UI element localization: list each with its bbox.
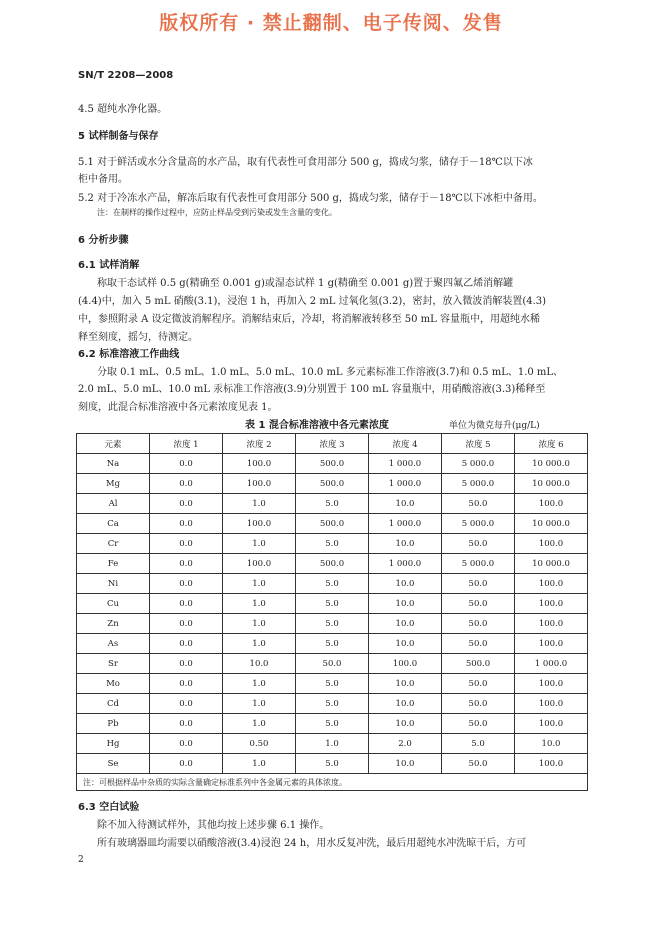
watermark-banner: 版权所有 · 禁止翻制、电子传阅、发售	[159, 12, 503, 34]
element-cell: Cd	[77, 694, 150, 714]
concentration-cell: 5 000.0	[442, 474, 515, 494]
concentration-cell: 100.0	[223, 554, 296, 574]
element-cell: Ni	[77, 574, 150, 594]
concentration-cell: 100.0	[515, 614, 588, 634]
concentration-cell: 1.0	[223, 754, 296, 774]
element-cell: Sr	[77, 654, 150, 674]
concentration-cell: 1.0	[223, 674, 296, 694]
table-row	[77, 574, 588, 594]
concentration-cell: 100.0	[515, 494, 588, 514]
concentration-cell: 0.0	[150, 534, 223, 554]
concentration-cell: 0.0	[150, 614, 223, 634]
concentration-cell: 10.0	[369, 534, 442, 554]
page-number: 2	[78, 855, 84, 865]
table-row	[77, 534, 588, 554]
element-cell: Al	[77, 494, 150, 514]
concentration-cell: 50.0	[442, 594, 515, 614]
concentration-cell: 5.0	[296, 674, 369, 694]
table-row	[77, 694, 588, 714]
concentration-table	[76, 433, 588, 791]
concentration-cell: 5.0	[296, 494, 369, 514]
concentration-cell: 100.0	[515, 754, 588, 774]
table-row	[77, 674, 588, 694]
concentration-cell: 5.0	[296, 614, 369, 634]
element-cell: Se	[77, 754, 150, 774]
concentration-cell: 1.0	[223, 634, 296, 654]
table-row	[77, 494, 588, 514]
section-5-heading: 5 试样制备与保存	[78, 131, 159, 142]
concentration-cell: 100.0	[515, 534, 588, 554]
concentration-cell: 2.0	[369, 734, 442, 754]
concentration-cell: 5.0	[296, 694, 369, 714]
table-unit: 单位为微克每升(μg/L)	[449, 421, 540, 431]
standard-number: SN/T 2208—2008	[78, 70, 174, 81]
clause-5-1: 5.1 对于鲜活或水分含量高的水产品，取有代表性可食用部分 500 g，捣成匀浆，储存于－18℃以下冰	[78, 157, 533, 168]
concentration-cell: 1 000.0	[515, 654, 588, 674]
concentration-cell: 0.0	[150, 454, 223, 474]
element-cell: Ca	[77, 514, 150, 534]
concentration-cell: 10.0	[369, 614, 442, 634]
element-cell: Fe	[77, 554, 150, 574]
table-row	[77, 734, 588, 754]
concentration-cell: 5.0	[296, 714, 369, 734]
table-header-cell: 浓度 3	[296, 434, 369, 454]
concentration-cell: 100.0	[223, 474, 296, 494]
section-6-1-heading: 6.1 试样消解	[78, 260, 140, 271]
element-cell: Hg	[77, 734, 150, 754]
table-caption: 表 1 混合标准溶液中各元素浓度	[245, 420, 389, 431]
table-header-row	[77, 434, 588, 454]
section-6-3-heading: 6.3 空白试验	[78, 802, 140, 813]
concentration-cell: 5.0	[296, 534, 369, 554]
concentration-cell: 1 000.0	[369, 554, 442, 574]
table-header-cell: 元素	[77, 434, 150, 454]
concentration-cell: 0.50	[223, 734, 296, 754]
concentration-cell: 100.0	[515, 574, 588, 594]
element-cell: Cr	[77, 534, 150, 554]
concentration-cell: 0.0	[150, 674, 223, 694]
concentration-cell: 100.0	[223, 454, 296, 474]
concentration-cell: 100.0	[515, 594, 588, 614]
concentration-cell: 5.0	[442, 734, 515, 754]
concentration-cell: 50.0	[442, 674, 515, 694]
concentration-cell: 1 000.0	[369, 474, 442, 494]
concentration-cell: 10.0	[515, 734, 588, 754]
table-header-cell: 浓度 2	[223, 434, 296, 454]
table-row	[77, 754, 588, 774]
concentration-cell: 1.0	[223, 494, 296, 514]
concentration-cell: 5.0	[296, 594, 369, 614]
table-row	[77, 454, 588, 474]
concentration-cell: 1 000.0	[369, 454, 442, 474]
element-cell: Na	[77, 454, 150, 474]
concentration-cell: 5 000.0	[442, 554, 515, 574]
clause-5-2-note: 注：在制样的操作过程中，应防止样品受到污染或发生含量的变化。	[97, 208, 337, 217]
concentration-cell: 10.0	[369, 674, 442, 694]
concentration-cell: 100.0	[515, 634, 588, 654]
concentration-cell: 5.0	[296, 634, 369, 654]
concentration-cell: 100.0	[223, 514, 296, 534]
para-6-2-line1: 分取 0.1 mL、0.5 mL、1.0 mL、5.0 mL、10.0 mL 多元素标准工作溶液(3.7)和 0.5 mL、1.0 mL、	[97, 367, 564, 378]
concentration-cell: 1.0	[223, 594, 296, 614]
table-header-cell: 浓度 5	[442, 434, 515, 454]
concentration-cell: 0.0	[150, 754, 223, 774]
clause-5-2: 5.2 对于冷冻水产品，解冻后取有代表性可食用部分 500 g，捣成匀浆，储存于－18℃以下冰柜中备用。	[78, 193, 543, 204]
concentration-cell: 0.0	[150, 554, 223, 574]
concentration-cell: 10.0	[369, 574, 442, 594]
concentration-cell: 0.0	[150, 694, 223, 714]
concentration-cell: 0.0	[150, 574, 223, 594]
table-row	[77, 594, 588, 614]
para-6-1-line3: 中，参照附录 A 设定微波消解程序。消解结束后，冷却，将消解液转移至 50 mL 容量瓶中，用超纯水稀	[78, 314, 540, 325]
concentration-cell: 10.0	[369, 694, 442, 714]
concentration-cell: 50.0	[296, 654, 369, 674]
para-6-3-line2: 所有玻璃器皿均需要以硝酸溶液(3.4)浸泡 24 h，用水反复冲洗，最后用超纯水冲洗晾干后，方可	[97, 838, 527, 849]
table-row	[77, 614, 588, 634]
concentration-cell: 1.0	[223, 534, 296, 554]
concentration-cell: 100.0	[515, 674, 588, 694]
concentration-cell: 1.0	[223, 574, 296, 594]
section-6-2-heading: 6.2 标准溶液工作曲线	[78, 349, 180, 360]
element-cell: Cu	[77, 594, 150, 614]
concentration-cell: 0.0	[150, 714, 223, 734]
concentration-cell: 1.0	[223, 614, 296, 634]
para-6-2-line3: 刻度，此混合标准溶液中各元素浓度见表 1。	[78, 402, 278, 413]
concentration-cell: 500.0	[296, 554, 369, 574]
concentration-cell: 1.0	[223, 714, 296, 734]
concentration-cell: 5.0	[296, 574, 369, 594]
concentration-cell: 10.0	[369, 634, 442, 654]
para-6-1-line4: 释至刻度，摇匀，待测定。	[78, 332, 198, 343]
concentration-cell: 10.0	[369, 754, 442, 774]
concentration-cell: 50.0	[442, 694, 515, 714]
concentration-cell: 0.0	[150, 634, 223, 654]
concentration-cell: 10 000.0	[515, 514, 588, 534]
section-6-heading: 6 分析步骤	[78, 235, 129, 246]
element-cell: Mg	[77, 474, 150, 494]
element-cell: Pb	[77, 714, 150, 734]
concentration-cell: 0.0	[150, 494, 223, 514]
concentration-cell: 5.0	[296, 754, 369, 774]
table-row	[77, 634, 588, 654]
concentration-cell: 1.0	[223, 694, 296, 714]
table-note: 注：可根据样品中杂质的实际含量确定标准系列中各金属元素的具体浓度。	[77, 774, 588, 791]
concentration-cell: 50.0	[442, 754, 515, 774]
concentration-cell: 50.0	[442, 574, 515, 594]
concentration-cell: 500.0	[296, 474, 369, 494]
table-row	[77, 514, 588, 534]
table-note-row	[77, 774, 588, 791]
clause-5-1-cont: 柜中备用。	[78, 174, 128, 185]
concentration-cell: 50.0	[442, 614, 515, 634]
concentration-cell: 10.0	[369, 714, 442, 734]
concentration-cell: 50.0	[442, 634, 515, 654]
para-6-1-line1: 称取干态试样 0.5 g(精确至 0.001 g)或湿态试样 1 g(精确至 0.001 g)置于聚四氟乙烯消解罐	[97, 278, 514, 289]
element-cell: Zn	[77, 614, 150, 634]
concentration-cell: 50.0	[442, 714, 515, 734]
para-6-3-line1: 除不加入待测试样外，其他均按上述步骤 6.1 操作。	[97, 820, 330, 831]
concentration-cell: 0.0	[150, 474, 223, 494]
concentration-cell: 10 000.0	[515, 474, 588, 494]
clause-4-5: 4.5 超纯水净化器。	[78, 104, 168, 115]
concentration-cell: 0.0	[150, 654, 223, 674]
element-cell: As	[77, 634, 150, 654]
concentration-cell: 10.0	[223, 654, 296, 674]
table-row	[77, 554, 588, 574]
concentration-cell: 0.0	[150, 594, 223, 614]
concentration-cell: 500.0	[296, 514, 369, 534]
concentration-cell: 10 000.0	[515, 454, 588, 474]
table-header-cell: 浓度 1	[150, 434, 223, 454]
table-row	[77, 474, 588, 494]
concentration-cell: 1 000.0	[369, 514, 442, 534]
concentration-cell: 5 000.0	[442, 514, 515, 534]
concentration-cell: 0.0	[150, 734, 223, 754]
concentration-cell: 5 000.0	[442, 454, 515, 474]
concentration-cell: 50.0	[442, 534, 515, 554]
concentration-cell: 500.0	[296, 454, 369, 474]
table-header-cell: 浓度 4	[369, 434, 442, 454]
table-header-cell: 浓度 6	[515, 434, 588, 454]
concentration-cell: 500.0	[442, 654, 515, 674]
concentration-cell: 10.0	[369, 494, 442, 514]
element-cell: Mo	[77, 674, 150, 694]
concentration-cell: 0.0	[150, 514, 223, 534]
concentration-cell: 1.0	[296, 734, 369, 754]
concentration-cell: 10 000.0	[515, 554, 588, 574]
table-row	[77, 654, 588, 674]
concentration-cell: 100.0	[515, 694, 588, 714]
concentration-cell: 50.0	[442, 494, 515, 514]
concentration-cell: 100.0	[369, 654, 442, 674]
concentration-cell: 10.0	[369, 594, 442, 614]
concentration-cell: 100.0	[515, 714, 588, 734]
para-6-2-line2: 2.0 mL、5.0 mL、10.0 mL 汞标准工作溶液(3.9)分别置于 100 mL 容量瓶中，用硝酸溶液(3.3)稀释至	[78, 384, 546, 395]
table-row	[77, 714, 588, 734]
para-6-1-line2: (4.4)中，加入 5 mL 硝酸(3.1)，浸泡 1 h，再加入 2 mL 过氧化氢(3.2)，密封，放入微波消解装置(4.3)	[78, 296, 547, 307]
